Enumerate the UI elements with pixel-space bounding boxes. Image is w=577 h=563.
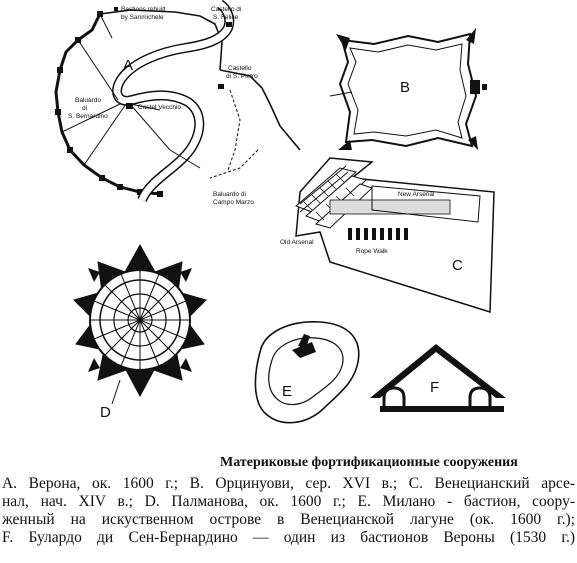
panel-b-letter: B bbox=[400, 79, 411, 96]
legend-swatch bbox=[114, 7, 118, 11]
label-campo-marzo-2: Campo Marzo bbox=[213, 199, 254, 206]
panel-e-island-bastion bbox=[255, 322, 358, 423]
panel-c-arsenal-view bbox=[280, 158, 494, 312]
caption-title: Материковые фортификационные сооружения bbox=[220, 455, 518, 470]
label-old-arsenal: Old Arsenal bbox=[280, 239, 314, 246]
label-baluardo-2: di bbox=[82, 105, 88, 112]
bastion-floor bbox=[380, 406, 504, 412]
label-new-arsenal: New Arsenal bbox=[398, 191, 435, 198]
label-castel-vecchio: Castel Vecchio bbox=[138, 104, 181, 111]
orzinuovi-road bbox=[330, 92, 352, 96]
castello-s-pietro-marker bbox=[218, 84, 224, 89]
palmanova-road bbox=[112, 380, 120, 404]
label-castello-s-felice-1: Castello di bbox=[211, 6, 242, 13]
rope-walk-buildings bbox=[348, 228, 408, 240]
label-campo-marzo-1: Baluardo di bbox=[213, 191, 246, 198]
arsenal-sheds bbox=[296, 166, 372, 228]
panel-a-verona-plan bbox=[55, 4, 300, 206]
label-baluardo-1: Baluardo bbox=[75, 97, 102, 104]
legend-line-2: by Sanmichele bbox=[121, 14, 164, 21]
label-castello-s-felice-2: S. Felice bbox=[213, 14, 239, 21]
label-castello-s-pietro-1: Castello bbox=[228, 65, 252, 72]
legend-line-1: Bastions rebuilt bbox=[121, 6, 166, 13]
castel-vecchio-marker bbox=[126, 103, 133, 109]
panel-b-orzinuovi-plan bbox=[330, 28, 487, 150]
panel-a-letter: A bbox=[123, 57, 134, 74]
palmanova-radial-streets bbox=[90, 270, 190, 370]
caption-line-2: нал, нач. XIV в.; D. Палманова, ок. 1600 г.; Е. Милано - бастион, соору- bbox=[2, 493, 575, 510]
panel-e-letter: E bbox=[282, 383, 293, 400]
panel-d-letter: D bbox=[100, 404, 111, 421]
panel-c-letter: C bbox=[452, 257, 463, 274]
caption-line-3: женный на искуственном острове в Венецианской лагуне (ок. 1600 г.); bbox=[2, 511, 575, 528]
verona-east-wall bbox=[220, 70, 300, 150]
caption-line-4: F. Булардо ди Сен-Бернардино — один из бастионов Вероны (1530 г.) bbox=[2, 529, 575, 546]
caption-line-1: А. Верона, ок. 1600 г.; В. Орцинуови, сер. XVI в.; С. Венецианский арсе- bbox=[2, 475, 575, 492]
label-castello-s-pietro-2: di S. Pietro bbox=[226, 73, 258, 80]
label-baluardo-3: S. Bernardino bbox=[68, 113, 108, 120]
castello-s-felice-marker bbox=[226, 22, 232, 27]
panel-d-palmanova-plan bbox=[74, 245, 206, 421]
panel-f-bastion-section bbox=[370, 344, 506, 412]
label-rope-walk: Rope Walk bbox=[356, 248, 388, 255]
panel-f-letter: F bbox=[430, 379, 440, 396]
